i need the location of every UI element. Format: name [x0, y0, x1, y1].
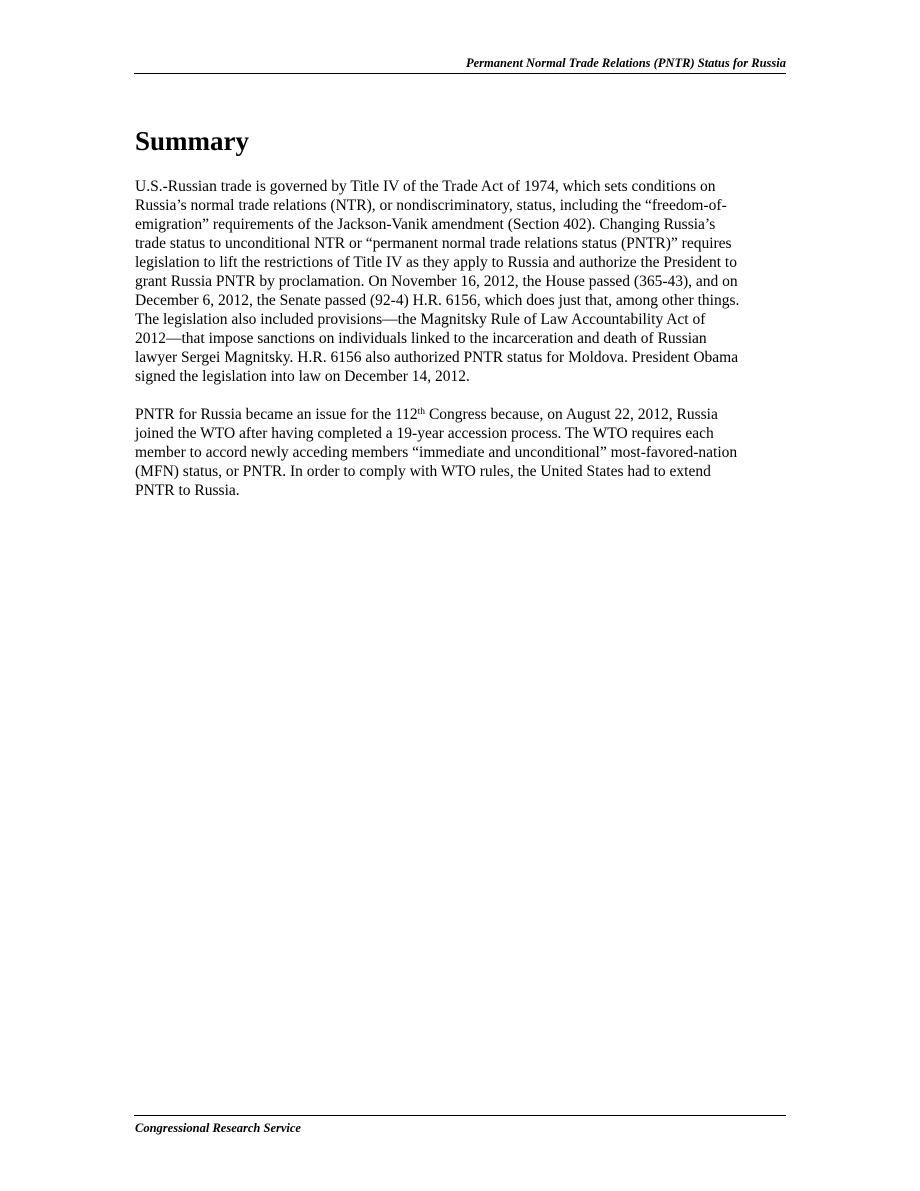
summary-body	[135, 177, 787, 519]
p1-line-6: grant Russia PNTR by proclamation. On November 16, 2012, the House passed (365-43), and on	[135, 273, 738, 290]
p2-line-4: (MFN) status, or PNTR. In order to comply with WTO rules, the United States had to extend	[135, 463, 711, 480]
p2-line-3: member to accord newly acceding members “immediate and unconditional” most-favored-nation	[135, 444, 738, 461]
p2-line-1-before: PNTR for Russia became an issue for the 112	[135, 406, 418, 423]
p2-line-2: joined the WTO after having completed a 19-year accession process. The WTO requires each	[135, 425, 714, 442]
paragraph-1	[135, 177, 787, 386]
p1-line-9: 2012—that impose sanctions on individuals linked to the incarceration and death of Russian	[135, 330, 707, 347]
ordinal-superscript: th	[417, 407, 426, 417]
paragraph-2	[135, 405, 787, 500]
p1-line-4: trade status to unconditional NTR or “permanent normal trade relations status (PNTR)” requires	[135, 235, 732, 252]
p1-line-2: Russia’s normal trade relations (NTR), or nondiscriminatory, status, including the “freedom-of-	[135, 197, 727, 214]
p1-line-3: emigration” requirements of the Jackson-Vanik amendment (Section 402). Changing Russia’s	[135, 216, 716, 233]
p1-line-1: U.S.-Russian trade is governed by Title IV of the Trade Act of 1974, which sets conditions on	[135, 178, 716, 195]
p2-line-5: PNTR to Russia.	[135, 482, 240, 499]
p1-line-7: December 6, 2012, the Senate passed (92-4) H.R. 6156, which does just that, among other things.	[135, 292, 740, 309]
p1-line-10: lawyer Sergei Magnitsky. H.R. 6156 also authorized PNTR status for Moldova. President Obama	[135, 349, 739, 366]
section-title: Summary	[135, 126, 249, 156]
p1-line-11: signed the legislation into law on December 14, 2012.	[135, 368, 470, 385]
p2-line-1-after: Congress because, on August 22, 2012, Russia	[425, 406, 718, 423]
running-header	[134, 55, 786, 74]
running-header-title: Permanent Normal Trade Relations (PNTR) Status for Russia	[465, 56, 786, 70]
p1-line-5: legislation to lift the restrictions of Title IV as they apply to Russia and authorize the President to	[135, 254, 737, 271]
footer-label: Congressional Research Service	[135, 1121, 301, 1135]
footer-divider	[134, 1115, 786, 1116]
p1-line-8: The legislation also included provisions—the Magnitsky Rule of Law Accountability Act of	[135, 311, 706, 328]
